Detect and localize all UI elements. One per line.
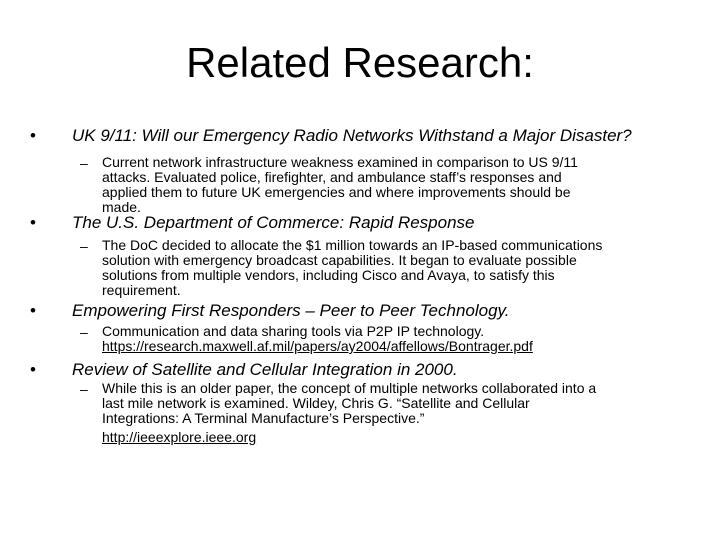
detail-line: attacks. Evaluated police, firefighter, and ambulance staff’s responses and <box>102 169 562 185</box>
bullet-marker: • <box>30 213 36 232</box>
detail-line: Communication and data sharing tools via P2P IP technology. <box>102 323 485 339</box>
detail-line: solutions from multiple vendors, including Cisco and Avaya, to satisfy this <box>102 267 555 283</box>
item-detail-satellite <box>102 381 706 426</box>
ieee-link[interactable]: http://ieeexplore.ieee.org <box>102 429 257 445</box>
detail-line: Integrations: A Terminal Manufacture’s Perspective.” <box>102 410 425 426</box>
detail-line: While this is an older paper, the concept of multiple networks collaborated into a <box>102 380 597 396</box>
detail-line: solution with emergency broadcast capabilities. It began to evaluate possible <box>102 252 577 268</box>
detail-line: applied them to future UK emergencies and where improvements should be <box>102 184 571 200</box>
item-heading-p2p: Empowering First Responders – Peer to Peer Technology. <box>72 301 510 320</box>
detail-line: made. <box>102 199 141 215</box>
bullet-marker: • <box>30 301 36 320</box>
item-heading-uk-911: UK 9/11: Will our Emergency Radio Networks Withstand a Major Disaster? <box>72 126 632 145</box>
detail-line: Current network infrastructure weakness examined in comparison to US 9/11 <box>102 154 578 170</box>
detail-line: last mile network is examined. Wildey, Chris G. “Satellite and Cellular <box>102 395 530 411</box>
item-detail-uk-911 <box>102 155 706 215</box>
slide-title: Related Research: <box>186 39 534 86</box>
dash-marker: – <box>80 324 88 340</box>
detail-line: The DoC decided to allocate the $1 million towards an IP-based communications <box>102 237 603 253</box>
detail-line: requirement. <box>102 282 181 298</box>
dash-marker: – <box>80 155 88 171</box>
bullet-marker: • <box>30 360 36 379</box>
item-detail-doc <box>102 238 706 298</box>
item-detail-p2p <box>102 324 706 354</box>
dash-marker: – <box>80 238 88 254</box>
bullet-marker: • <box>30 126 36 145</box>
dash-marker: – <box>80 381 88 397</box>
bontrager-paper-link[interactable]: https://research.maxwell.af.mil/papers/ay2004/affellows/Bontrager.pdf <box>102 338 533 354</box>
item-heading-satellite: Review of Satellite and Cellular Integration in 2000. <box>72 360 458 379</box>
item-heading-doc: The U.S. Department of Commerce: Rapid Response <box>72 213 475 232</box>
